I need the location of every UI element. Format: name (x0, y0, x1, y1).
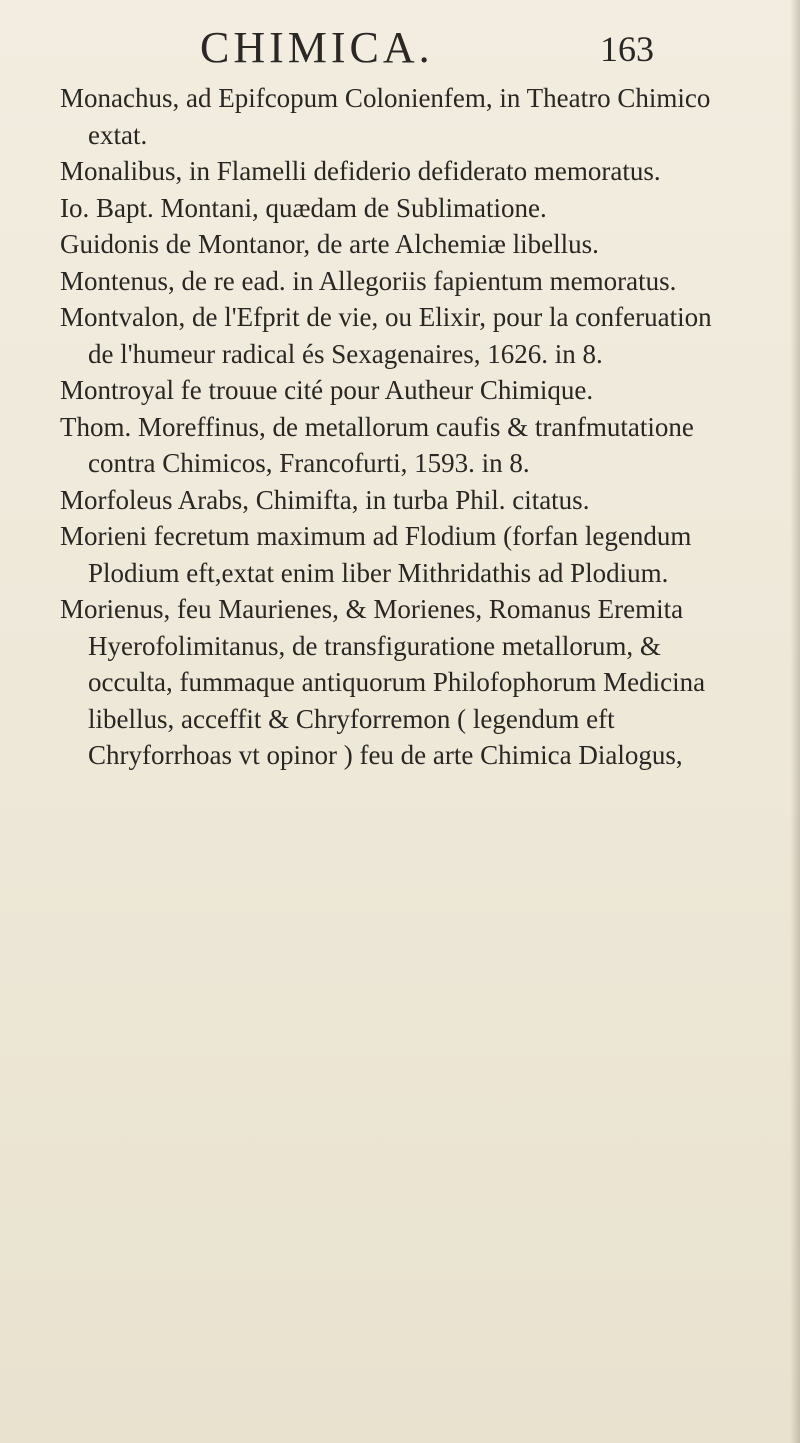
page-header (0, 18, 800, 80)
page-number: 163 (600, 29, 654, 69)
page-edge-shadow (790, 0, 800, 1443)
bibliography-entry: Montroyal fe trouue cité pour Autheur Chimique. (60, 375, 594, 405)
bibliography-entry: Io. Bapt. Montani, quædam de Sublimatione. (60, 192, 547, 223)
bibliography-entry: Guidonis de Montanor, de arte Alchemiæ libellus. (60, 229, 599, 259)
bibliography-entry: Morienus, feu Maurienes, & Morienes, Romanus Eremita Hyerofolimitanus, de transfiguratione metallorum, & occulta, fummaque antiquorum Philofophorum Medicina libellus, acceffit & Chryforremon ( legendum eft Chryforrhoas vt opinor ) feu de arte Chimica Dialogus, (60, 594, 706, 770)
running-title: CHIMICA. (200, 23, 434, 72)
bibliography-entry: Thom. Moreffinus, de metallorum caufis & tranfmutatione contra Chimicos, Francofurti, 1593. in 8. (60, 411, 694, 478)
bibliography-entry: Monachus, ad Epifcopum Colonienfem, in Theatro Chimico extat. (60, 83, 711, 150)
bibliography-entry: Montenus, de re ead. in Allegoriis fapientum memoratus. (60, 265, 677, 296)
bibliography-entry: Monalibus, in Flamelli defiderio defiderato memoratus. (60, 156, 661, 186)
bibliography-entry: Montvalon, de l'Efprit de vie, ou Elixir, pour la conferuation de l'humeur radical és Sexagenaires, 1626. in 8. (60, 302, 712, 369)
bibliography-entry: Morieni fecretum maximum ad Flodium (forfan legendum Plodium eft,extat enim liber Mithridathis ad Plodium. (60, 521, 692, 588)
bibliography-list (60, 80, 740, 774)
bibliography-entry: Morfoleus Arabs, Chimifta, in turba Phil. citatus. (60, 484, 590, 515)
